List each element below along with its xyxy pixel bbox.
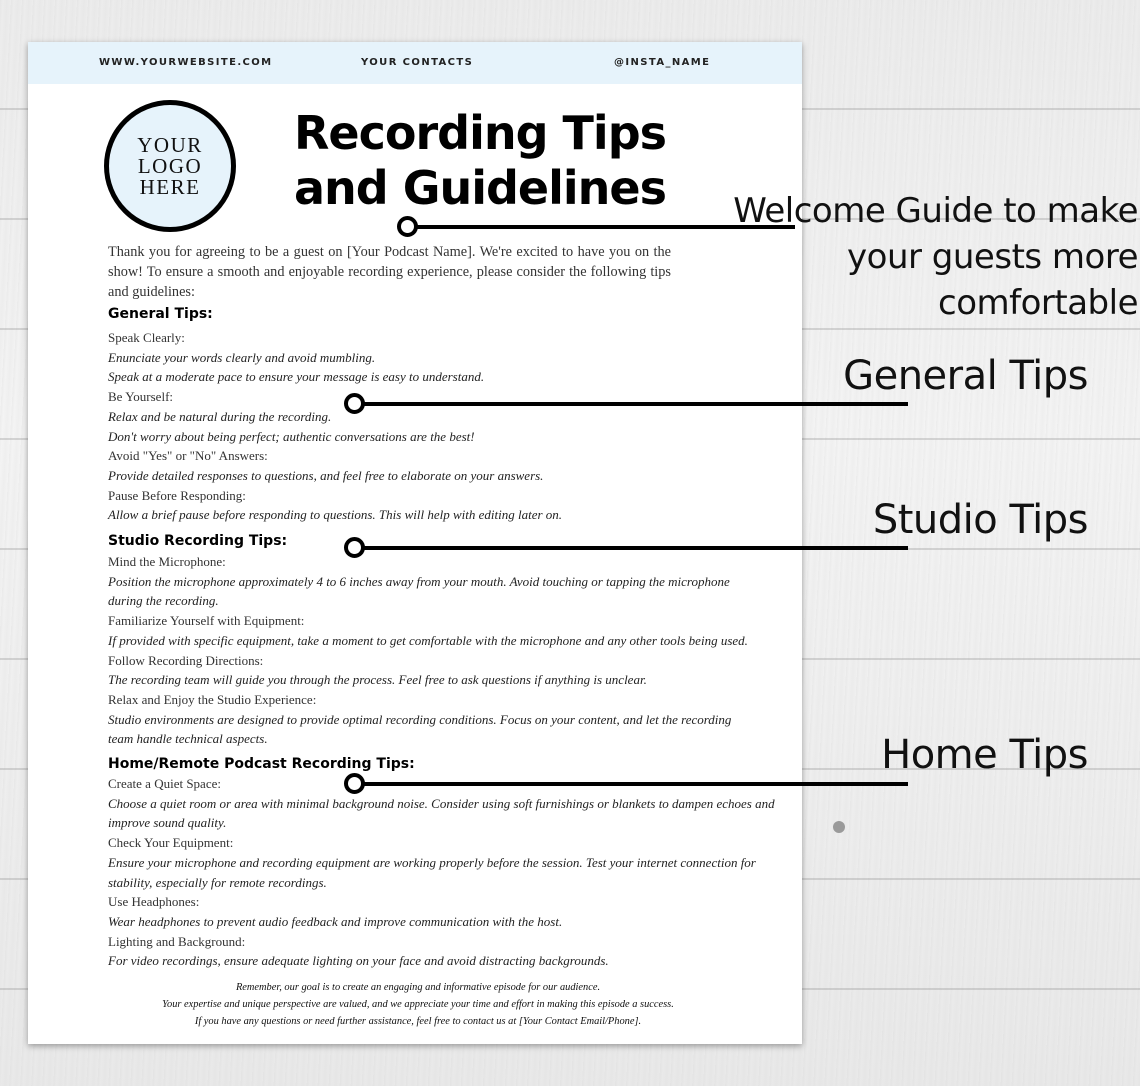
tip-line: Wear headphones to prevent audio feedback and improve communication with the host. [108,913,563,929]
studio-connector-dot [344,537,365,558]
tip-line: team handle technical aspects. [108,731,268,747]
tip-line: The recording team will guide you through the process. Feel free to ask questions if anything is unclear. [108,672,647,688]
tip-line: Position the microphone approximately 4 to 6 inches away from your mouth. Avoid touching or tapping the microphone [108,573,730,589]
general-connector-dot [344,393,365,414]
tip-line: Provide detailed responses to questions, and feel free to elaborate on your answers. [108,467,544,483]
tip-line: Be Yourself: [108,389,174,405]
tip-line: Speak at a moderate pace to ensure your message is easy to understand. [108,369,485,385]
welcome-callout-line: comfortable [938,283,1138,323]
home-connector-dot [344,773,365,794]
general-connector-line [362,402,908,406]
tip-line: For video recordings, ensure adequate lighting on your face and avoid distracting backgrounds. [108,953,609,969]
tip-line: during the recording. [108,593,219,609]
tip-line: Familiarize Yourself with Equipment: [108,613,305,629]
tip-line: Use Headphones: [108,894,200,910]
title-line-1: Recording Tips [293,106,666,160]
tip-line: Follow Recording Directions: [108,652,264,668]
closing-line: Remember, our goal is to create an engaging and informative episode for our audience. [235,982,601,993]
tip-line: Create a Quiet Space: [108,776,221,791]
welcome-callout [733,188,1138,326]
closing-line: If you have any questions or need further assistance, feel free to contact us at [Your Contact Email/Phone]. [194,1016,642,1027]
wood-knot [833,821,845,833]
tip-line: Lighting and Background: [108,933,246,949]
studio-connector-line [362,546,908,550]
tip-line: Pause Before Responding: [108,487,246,503]
header-bar [28,42,802,84]
tip-line: Don't worry about being perfect; authentic conversations are the best! [108,428,475,444]
instagram-handle: @INSTA_NAME [614,57,711,68]
welcome-connector-dot [397,216,418,237]
document-page [28,42,802,1044]
contacts-label: YOUR CONTACTS [361,57,474,68]
tip-line: If provided with specific equipment, take a moment to get comfortable with the microphone and any other tools being used. [108,632,748,648]
studio-tips-list [108,552,768,749]
general-tips-callout: General Tips [843,353,1088,399]
home-connector-line [362,782,908,786]
tip-line: Enunciate your words clearly and avoid mumbling. [108,349,376,365]
tip-line: stability, especially for remote recordings. [108,874,327,890]
tip-line: Studio environments are designed to provide optimal recording conditions. Focus on your content, and let the recording [108,711,732,727]
title-line-2: and Guidelines [294,161,666,215]
tip-line: improve sound quality. [108,815,227,831]
logo-text: YOUR LOGO HERE [137,132,203,199]
studio-tips-callout: Studio Tips [872,497,1088,543]
tip-line: Relax and be natural during the recording. [108,408,332,424]
tip-line: Speak Clearly: [108,330,185,345]
general-tips-heading: General Tips: [108,306,213,322]
studio-tips-heading: Studio Recording Tips: [108,533,288,549]
closing-line: Your expertise and unique perspective are valued, and we appreciate your time and effort in making this episode a success. [162,999,674,1010]
tip-line: Choose a quiet room or area with minimal background noise. Consider using soft furnishings or blankets to dampen echoes and [108,795,775,811]
closing-note [108,979,728,1030]
tip-line: Mind the Microphone: [108,554,226,569]
logo-placeholder [104,100,236,232]
welcome-callout-line: your guests more [847,237,1138,277]
intro-paragraph: Thank you for agreeing to be a guest on [Your Podcast Name]. We're excited to have you on the show! To ensure a smooth and enjoyable recording experience, please consider the following tips and guidelines: [108,244,671,300]
home-tips-heading: Home/Remote Podcast Recording Tips: [108,756,415,772]
tip-line: Ensure your microphone and recording equipment are working properly before the session. Test your internet connection for [108,854,756,870]
general-tips-list [108,328,768,525]
tip-line: Relax and Enjoy the Studio Experience: [108,691,317,707]
home-tips-callout: Home Tips [881,732,1088,778]
welcome-callout-line: Welcome Guide to make [733,191,1138,231]
tip-line: Avoid "Yes" or "No" Answers: [108,448,268,464]
tip-line: Check Your Equipment: [108,835,234,851]
page-title [250,106,710,216]
website-link: WWW.YOURWEBSITE.COM [99,57,273,68]
tip-line: Allow a brief pause before responding to questions. This will help with editing later on. [108,507,563,523]
home-tips-list [108,774,775,971]
